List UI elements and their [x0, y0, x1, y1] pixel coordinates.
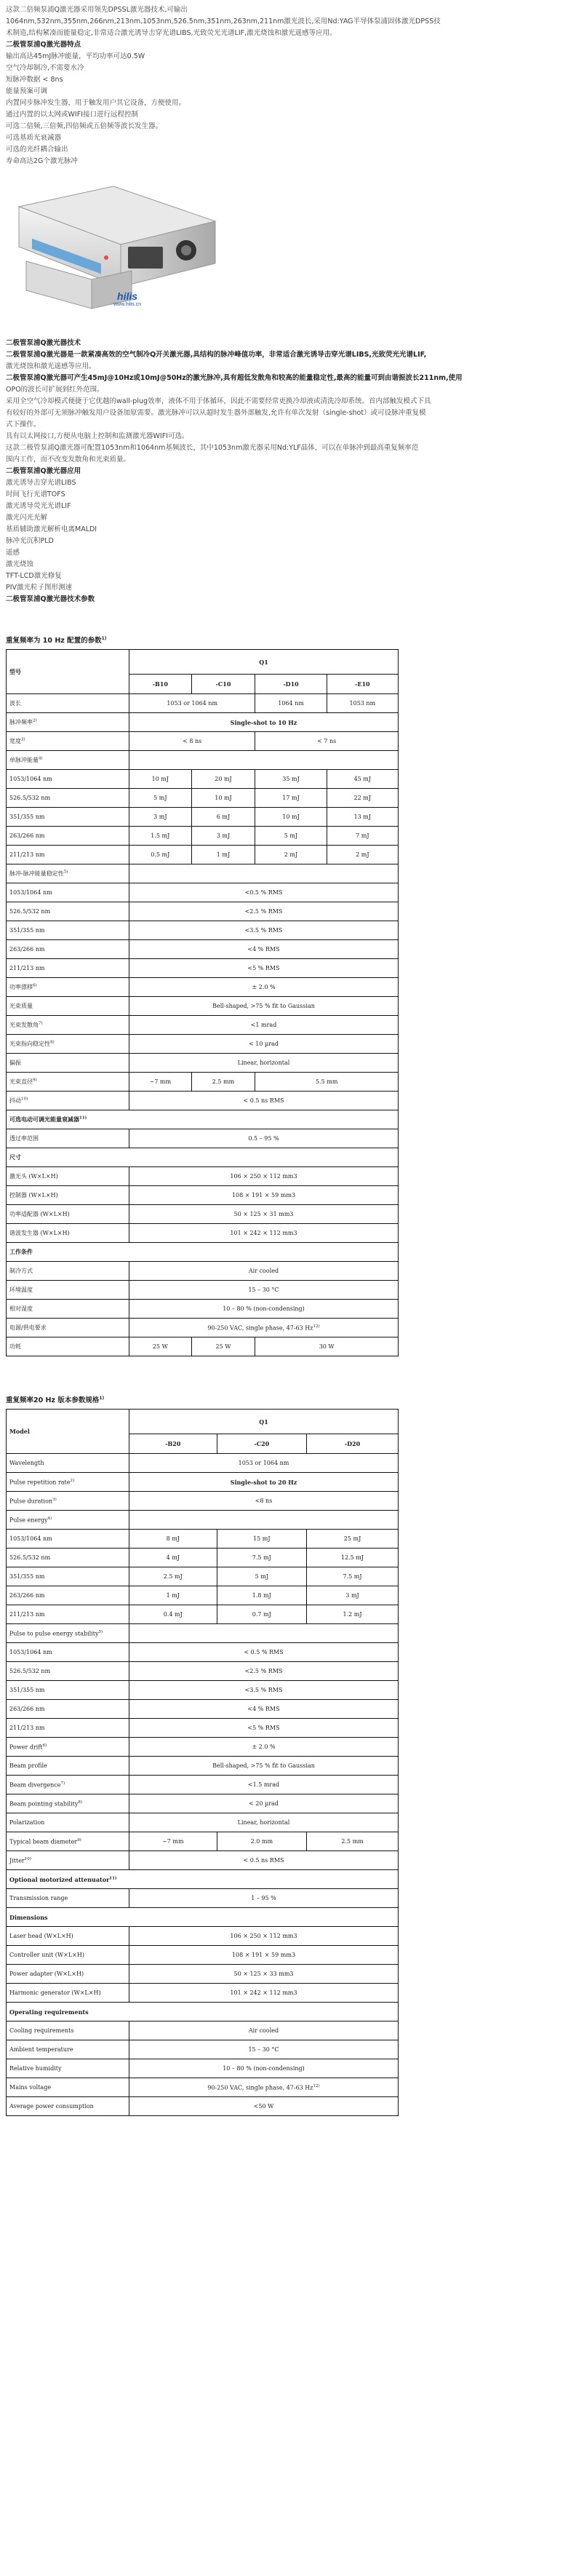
text-line: 通过内置的以太网或WIFI接口进行远程控制: [6, 111, 138, 119]
table-row: [7, 1757, 399, 1776]
row-label: Polarization: [7, 1813, 129, 1832]
row-label: 351/355 nm: [7, 921, 129, 940]
value-cell: 3 mJ: [307, 1586, 399, 1605]
value-cell: <3.5 % RMS: [129, 1681, 399, 1700]
empty-cell: [129, 1511, 399, 1530]
value-cell: <1 mrad: [129, 1016, 399, 1035]
row-label: 抖动$^{10)}$: [7, 1092, 129, 1110]
value-cell: <4 % RMS: [129, 1700, 399, 1719]
table-row: [7, 1643, 399, 1662]
row-label: 351/355 nm: [7, 808, 129, 827]
table-row: [7, 2097, 399, 2116]
value-cell: 25 W: [129, 1337, 192, 1356]
table-row: [7, 1300, 399, 1319]
text-line: 时间飞行光谱TOFS: [6, 490, 65, 498]
table-row: [7, 1530, 399, 1549]
row-label: 526.5/532 nm: [7, 789, 129, 808]
spec-table-20hz: [6, 1409, 399, 2116]
table-row: [7, 1129, 399, 1148]
value-cell: ± 2.0 %: [129, 978, 399, 997]
value-cell: 2.0 mm: [217, 1832, 306, 1851]
row-label: 谐波发生器 (W×L×H): [7, 1224, 129, 1243]
table-row: [7, 789, 399, 808]
table-row: [7, 1281, 399, 1300]
value-cell: 3 mJ: [191, 827, 255, 846]
section-label: Optional motorized attenuator$^{11)}$: [7, 1870, 399, 1889]
table-section-row: [7, 2003, 399, 2022]
table-row: [7, 694, 399, 713]
value-cell: 108 × 191 × 59 mm3: [129, 1946, 399, 1965]
table-row: [7, 1205, 399, 1224]
row-label: 脉冲频率$^{2)}$: [7, 713, 129, 732]
table-row: [7, 1567, 399, 1586]
value-cell: < 20 µrad: [129, 1794, 399, 1813]
table-row: [7, 1224, 399, 1243]
value-cell: Air cooled: [129, 1262, 399, 1281]
value-cell: 2.5 mm: [191, 1073, 255, 1092]
row-label: 环境温度: [7, 1281, 129, 1300]
table-row: [7, 827, 399, 846]
table-row: [7, 883, 399, 902]
table-row: [7, 1511, 399, 1530]
row-label: Pulse repetition rate$^{2)}$: [7, 1473, 129, 1492]
table-row: [7, 1167, 399, 1186]
row-label: Pulse energy$^{4)}$: [7, 1511, 129, 1530]
row-label: 1053/1064 nm: [7, 1530, 129, 1549]
text-line: 空气冷却制冷,不需要水冷: [6, 64, 84, 72]
row-label: 电源/供电要求: [7, 1319, 129, 1337]
value-cell: 0.4 mJ: [129, 1605, 217, 1624]
table-row: [7, 1984, 399, 2003]
value-cell: < 10 µrad: [129, 1035, 399, 1054]
value-cell: 5 mJ: [217, 1567, 306, 1586]
table-row: [7, 1035, 399, 1054]
watermark: [113, 290, 141, 307]
value-cell: 25 mJ: [307, 1530, 399, 1549]
value-cell: <2.5 % RMS: [129, 902, 399, 921]
row-label: 351/355 nm: [7, 1681, 129, 1700]
table-row: [7, 1927, 399, 1946]
series-header: Q1: [129, 650, 399, 675]
value-cell: < 0.5 ns RMS: [129, 1851, 399, 1870]
value-cell: 2 mJ: [255, 846, 327, 864]
value-cell: 20 mJ: [191, 770, 255, 789]
table-row: [7, 2040, 399, 2059]
table-row: [7, 1262, 399, 1281]
variant-header: -D20: [307, 1434, 399, 1454]
row-label: Transmission range: [7, 1889, 129, 1908]
value-cell: 25 W: [191, 1337, 255, 1356]
value-cell: 101 × 242 × 112 mm3: [129, 1984, 399, 2003]
table-section-row: [7, 1110, 399, 1129]
row-label: Power drift$^{6)}$: [7, 1738, 129, 1757]
value-cell: 1 mJ: [129, 1586, 217, 1605]
text-line: 1064nm,532nm,355nm,266nm,213nm,1053nm,526.5nm,351nm,263nm,211nm激光波长,采用Nd:YAG半导体泵浦固体激光DPSS技: [6, 17, 441, 25]
row-label: 526.5/532 nm: [7, 1662, 129, 1681]
table-row: [7, 1605, 399, 1624]
value-cell: <4 % RMS: [129, 940, 399, 959]
empty-cell: [129, 1624, 399, 1643]
value-cell: < 7 ns: [255, 732, 399, 751]
row-label: 宽度$^{3)}$: [7, 732, 129, 751]
table-row: [7, 1889, 399, 1908]
empty-cell: [129, 864, 399, 883]
watermark-logo: hilis: [117, 290, 138, 302]
text-line: 遥感: [6, 549, 20, 557]
text-line: 术制造,结构紧凑而能量稳定,非常适合激光诱导击穿光谱LIBS,光致荧光光谱LIF,激光烧蚀和激光遥感等应用。: [6, 29, 337, 37]
value-cell: <1.5 mrad: [129, 1776, 399, 1794]
table-row: [7, 2059, 399, 2078]
value-cell: 7 mJ: [327, 827, 398, 846]
table-row: [7, 864, 399, 883]
row-label: Controller unit (W×L×H): [7, 1946, 129, 1965]
value-cell: Air cooled: [129, 2022, 399, 2040]
row-label: 光束质量: [7, 997, 129, 1016]
text-line: 激光诱导击穿光谱LIBS: [6, 479, 76, 487]
table-row: [7, 1776, 399, 1794]
table-row: [7, 2022, 399, 2040]
table-row: [7, 1186, 399, 1205]
variant-header: -D10: [255, 675, 327, 694]
value-cell: 1064 nm: [255, 694, 327, 713]
row-label: Relative humidity: [7, 2059, 129, 2078]
row-label: 263/266 nm: [7, 827, 129, 846]
section-label: 可选电动可调光能量衰减器$^{11)}$: [7, 1110, 399, 1129]
value-cell: <5 % RMS: [129, 959, 399, 978]
value-cell: 4 mJ: [129, 1549, 217, 1567]
table2-title: 重复频率20 Hz 版本参数规格$^{1)}$: [6, 1395, 105, 1404]
value-cell: 108 × 191 × 59 mm3: [129, 1186, 399, 1205]
row-label: 控制器 (W×L×H): [7, 1186, 129, 1205]
text-line: 可选的光纤耦合输出: [6, 146, 68, 154]
value-cell: 50 × 125 × 33 mm3: [129, 1965, 399, 1984]
row-label: Jitter$^{10)}$: [7, 1851, 129, 1870]
value-cell: 106 × 250 × 112 mm3: [129, 1167, 399, 1186]
text-line: 二极管泵浦Q激光器可产生45mJ@10Hz或10mJ@50Hz的激光脉冲,具有超低发散角和较高的能量稳定性,最高的能量可到由谐振波长211nm,使用: [6, 374, 463, 382]
value-cell: Linear, horizontal: [129, 1813, 399, 1832]
table-row: [7, 1454, 399, 1473]
table-row: [7, 751, 399, 770]
value-cell: 2.5 mJ: [129, 1567, 217, 1586]
value-cell: 1.8 mJ: [217, 1586, 306, 1605]
text-line: 二极管泵浦Q激光器是一款紧凑高效的空气制冷Q开关激光器,具结构的脉冲峰值功率，非常适合激光诱导击穿光谱LIBS,光致荧光光谱LIF,: [6, 351, 427, 359]
table-row: [7, 902, 399, 921]
row-label: Average power consumption: [7, 2097, 129, 2116]
table-row: [7, 1813, 399, 1832]
table-row: [7, 1549, 399, 1567]
value-cell: < 0.5 % RMS: [129, 1643, 399, 1662]
text-line: 短脉冲数据 < 8ns: [6, 76, 63, 84]
value-cell: 10 mJ: [191, 789, 255, 808]
row-label: Typical beam diameter$^{9)}$: [7, 1832, 129, 1851]
row-label: Beam pointing stability$^{8)}$: [7, 1794, 129, 1813]
row-label: Pulse to pulse energy stability$^{5)}$: [7, 1624, 129, 1643]
table-row: [7, 997, 399, 1016]
table-row: [7, 1794, 399, 1813]
value-cell: Bell-shaped, >75 % fit to Gaussian: [129, 997, 399, 1016]
value-cell: 0.5 – 95 %: [129, 1129, 399, 1148]
text-line: 激光烧蚀和激光遥感等应用。: [6, 362, 96, 370]
value-cell: 1 – 95 %: [129, 1889, 399, 1908]
text-line: 二极管泵浦Q激光器特点: [6, 41, 81, 49]
row-label: Beam divergence$^{7)}$: [7, 1776, 129, 1794]
text-line: 脉冲光沉积PLD: [6, 537, 54, 545]
value-cell: ~7 mm: [129, 1073, 192, 1092]
table-section-row: [7, 1870, 399, 1889]
value-cell: 17 mJ: [255, 789, 327, 808]
text-line: 二极管泵浦Q激光器应用: [6, 467, 81, 475]
value-cell: <3.5 % RMS: [129, 921, 399, 940]
text-line: 式下操作。: [6, 421, 41, 429]
value-cell: 90-250 VAC, single phase, 47-63 Hz$^{12)}$: [129, 1319, 399, 1337]
value-cell: 10 – 80 % (non-condensing): [129, 1300, 399, 1319]
table-row: [7, 713, 399, 732]
value-cell: 45 mJ: [327, 770, 398, 789]
table-row: [7, 1337, 399, 1356]
table-row: [7, 1965, 399, 1984]
text-line: 寿命高达2G个激光脉冲: [6, 157, 78, 165]
row-label: 526.5/532 nm: [7, 902, 129, 921]
value-cell: 12.5 mJ: [307, 1549, 399, 1567]
row-label: 1053/1064 nm: [7, 883, 129, 902]
table-header-row: [7, 1410, 399, 1434]
table-row: [7, 1719, 399, 1738]
row-label: Laser head (W×L×H): [7, 1927, 129, 1946]
table-row: [7, 1700, 399, 1719]
row-label: 透过率范围: [7, 1129, 129, 1148]
value-cell: Bell-shaped, >75 % fit to Gaussian: [129, 1757, 399, 1776]
table-row: [7, 770, 399, 789]
value-cell: Single-shot to 20 Hz: [129, 1473, 399, 1492]
value-cell: 30 W: [255, 1337, 399, 1356]
table-row: [7, 959, 399, 978]
row-label: 526.5/532 nm: [7, 1549, 129, 1567]
table-row: [7, 2078, 399, 2097]
row-label: Power adapter (W×L×H): [7, 1965, 129, 1984]
row-label: Harmonic generator (W×L×H): [7, 1984, 129, 2003]
row-label: 1053/1064 nm: [7, 770, 129, 789]
row-label: 光束指向稳定性$^{8)}$: [7, 1035, 129, 1054]
value-cell: 90-250 VAC, single phase, 47-63 Hz$^{12)}$: [129, 2078, 399, 2097]
value-cell: 7.5 mJ: [217, 1549, 306, 1567]
row-label: 光束发散角$^{7)}$: [7, 1016, 129, 1035]
value-cell: 106 × 250 × 112 mm3: [129, 1927, 399, 1946]
row-label: 351/355 nm: [7, 1567, 129, 1586]
value-cell: < 8 ns: [129, 732, 255, 751]
value-cell: 10 mJ: [129, 770, 192, 789]
value-cell: 7.5 mJ: [307, 1567, 399, 1586]
text-line: 这款二极管泵浦Q激光器可配置1053nm和1064nm基频波长，其中1053nm激光器采用Nd:YLF晶体，可以在单脉冲到最高重复频率范: [6, 444, 419, 452]
text-line: 激光闪光光解: [6, 514, 48, 522]
section-label: Operating requirements: [7, 2003, 399, 2022]
row-label: 单脉冲能量$^{4)}$: [7, 751, 129, 770]
section-label: 尺寸: [7, 1148, 399, 1167]
row-label: 211/213 nm: [7, 1719, 129, 1738]
table-row: [7, 732, 399, 751]
row-label: 功率漂移$^{6)}$: [7, 978, 129, 997]
table-row: [7, 808, 399, 827]
table1-title: 重复频率为 10 Hz 配置的参数$^{1)}$: [6, 635, 107, 645]
table-row: [7, 1073, 399, 1092]
applications-text: [0, 333, 568, 605]
table-row: [7, 1946, 399, 1965]
value-cell: <8 ns: [129, 1492, 399, 1511]
table-row: [7, 1092, 399, 1110]
text-line: PIV激光粒子图形测速: [6, 584, 73, 592]
table-header-row: [7, 650, 399, 675]
value-cell: 15 – 30 °C: [129, 1281, 399, 1300]
value-cell: 1053 or 1064 nm: [129, 1454, 399, 1473]
table-row: [7, 1319, 399, 1337]
table-section-row: [7, 1148, 399, 1167]
row-label: 功率适配器 (W×L×H): [7, 1205, 129, 1224]
value-cell: 0.7 mJ: [217, 1605, 306, 1624]
table-row: [7, 1681, 399, 1700]
row-label: 激光头 (W×L×H): [7, 1167, 129, 1186]
row-label: 波长: [7, 694, 129, 713]
row-label: 263/266 nm: [7, 1586, 129, 1605]
table-section-row: [7, 1908, 399, 1927]
value-cell: Linear, horizontal: [129, 1054, 399, 1073]
value-cell: 5 mJ: [255, 827, 327, 846]
model-header: Model: [7, 1410, 129, 1454]
watermark-url: www.hilis.cn: [113, 302, 142, 307]
table-row: [7, 1851, 399, 1870]
row-label: 1053/1064 nm: [7, 1643, 129, 1662]
text-line: 输出高达45mJ脉冲能量，平均功率可达0.5W: [6, 52, 145, 60]
row-label: Wavelength: [7, 1454, 129, 1473]
row-label: Pulse duration$^{3)}$: [7, 1492, 129, 1511]
empty-cell: [129, 751, 399, 770]
variant-header: -E10: [327, 675, 398, 694]
text-line: TFT-LCD激光修复: [6, 572, 62, 580]
text-line: 二极管泵浦Q激光器技术: [6, 339, 81, 347]
table-row: [7, 1832, 399, 1851]
value-cell: 35 mJ: [255, 770, 327, 789]
row-label: 偏振: [7, 1054, 129, 1073]
table-row: [7, 1473, 399, 1492]
table-row: [7, 1492, 399, 1511]
variant-header: -B20: [129, 1434, 217, 1454]
row-label: 制冷方式: [7, 1262, 129, 1281]
variant-header: -B10: [129, 675, 192, 694]
value-cell: 22 mJ: [327, 789, 398, 808]
value-cell: < 0.5 ns RMS: [129, 1092, 399, 1110]
value-cell: 3 mJ: [129, 808, 192, 827]
intro-text: [0, 0, 568, 167]
value-cell: 6 mJ: [191, 808, 255, 827]
value-cell: 15 mJ: [217, 1530, 306, 1549]
table-row: [7, 940, 399, 959]
table-row: [7, 921, 399, 940]
text-line: OPO的波长可扩展到红外范围。: [6, 386, 104, 394]
model-header: 型号: [7, 650, 129, 694]
value-cell: 50 × 125 × 31 mm3: [129, 1205, 399, 1224]
table-row: [7, 1016, 399, 1035]
value-cell: 2.5 mm: [307, 1832, 399, 1851]
text-line: 围内工作，而不改变发散角和光束质量。: [6, 456, 131, 464]
text-line: 能量预案可调: [6, 87, 48, 95]
text-line: 有较好的外部可无须脉冲触发用户设备加原需要。激光脉冲可以从超时发生器外部触发,允许有单次发射（single-shot）或可设脉冲重复模: [6, 409, 426, 417]
value-cell: 10 mJ: [255, 808, 327, 827]
row-label: Ambient temperature: [7, 2040, 129, 2059]
section-label: 工作条件: [7, 1243, 399, 1262]
text-line: 具有以太网接口,方便从电脑上控制和监测激光器WIFI可选。: [6, 432, 189, 440]
value-cell: 0.5 mJ: [129, 846, 192, 864]
row-label: Beam profile: [7, 1757, 129, 1776]
table-row: [7, 978, 399, 997]
value-cell: 1 mJ: [191, 846, 255, 864]
value-cell: 5.5 mm: [255, 1073, 399, 1092]
text-line: 激光烧蚀: [6, 560, 34, 568]
row-label: 263/266 nm: [7, 940, 129, 959]
value-cell: 5 mJ: [129, 789, 192, 808]
text-line: 可选二倍频,三倍频,四倍频或五倍频等波长发生器。: [6, 122, 163, 130]
row-label: 211/213 nm: [7, 846, 129, 864]
table-row: [7, 846, 399, 864]
text-line: 激光诱导荧光光谱LIF: [6, 502, 71, 510]
text-line: 内置同步脉冲发生器，用于触发用户其它设备，方便使用。: [6, 99, 186, 107]
variant-header: -C10: [191, 675, 255, 694]
table-row: [7, 1738, 399, 1757]
table-row: [7, 1586, 399, 1605]
value-cell: <2.5 % RMS: [129, 1662, 399, 1681]
table-section-row: [7, 1243, 399, 1262]
row-label: 光束直径$^{9)}$: [7, 1073, 129, 1092]
value-cell: ± 2.0 %: [129, 1738, 399, 1757]
section-label: Dimensions: [7, 1908, 399, 1927]
row-label: 211/213 nm: [7, 1605, 129, 1624]
value-cell: 1.5 mJ: [129, 827, 192, 846]
value-cell: 1.2 mJ: [307, 1605, 399, 1624]
text-line: 基质辅助激光解析电离MALDI: [6, 525, 97, 533]
table-row: [7, 1662, 399, 1681]
value-cell: 2 mJ: [327, 846, 398, 864]
series-header: Q1: [129, 1410, 399, 1434]
text-line: 采用全空气冷却模式便捷于它优越的wall-plug效率，液体不用于体循环，因此不需要经常更换冷却液或清洗冷却系统。首内部触发模式下具: [6, 397, 431, 405]
text-line: 可选基质光衰减器: [6, 134, 62, 142]
spec-table-10hz: [6, 649, 399, 1356]
laser-product-photo: [4, 178, 223, 323]
value-cell: 13 mJ: [327, 808, 398, 827]
row-label: Cooling requirements: [7, 2022, 129, 2040]
row-label: 263/266 nm: [7, 1700, 129, 1719]
value-cell: 8 mJ: [129, 1530, 217, 1549]
text-line: 这款二倍频泵浦Q激光器采用领先DPSSL激光器技术,可输出: [6, 6, 188, 14]
value-cell: <0.5 % RMS: [129, 883, 399, 902]
row-label: Mains voltage: [7, 2078, 129, 2097]
value-cell: 15 – 30 °C: [129, 2040, 399, 2059]
variant-header: -C20: [217, 1434, 306, 1454]
value-cell: 1053 or 1064 nm: [129, 694, 255, 713]
value-cell: ~7 mm: [129, 1832, 217, 1851]
row-label: 211/213 nm: [7, 959, 129, 978]
value-cell: Single-shot to 10 Hz: [129, 713, 399, 732]
value-cell: 101 × 242 × 112 mm3: [129, 1224, 399, 1243]
row-label: 脉冲-脉冲能量稳定性$^{5)}$: [7, 864, 129, 883]
row-label: 相对湿度: [7, 1300, 129, 1319]
text-line: 二极管泵浦Q激光器技术参数: [6, 595, 95, 603]
table-row: [7, 1054, 399, 1073]
value-cell: 1053 nm: [327, 694, 398, 713]
table-row: [7, 1624, 399, 1643]
value-cell: 10 – 80 % (non-condensing): [129, 2059, 399, 2078]
value-cell: <5 % RMS: [129, 1719, 399, 1738]
value-cell: <50 W: [129, 2097, 399, 2116]
row-label: 功耗: [7, 1337, 129, 1356]
